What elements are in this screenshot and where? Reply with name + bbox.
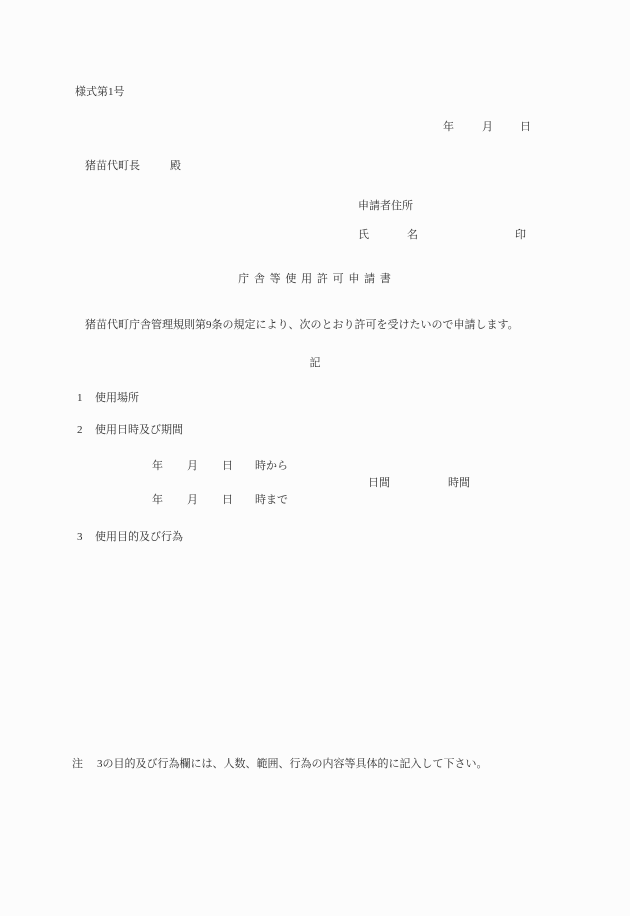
period-start-time-label: 時から (255, 460, 288, 472)
item-3-number: 3 (77, 531, 83, 543)
period-start-day-label: 日 (222, 460, 233, 472)
period-end-month-label: 月 (187, 494, 198, 506)
header-date-day-label: 日 (520, 121, 531, 133)
note-prefix: 注 (72, 758, 83, 770)
intro-paragraph: 猪苗代町庁舎管理規則第9条の規定により、次のとおり許可を受けたいので申請します。 (85, 319, 519, 331)
applicant-name-label-left: 氏 (358, 229, 369, 241)
period-end-year-label: 年 (152, 494, 163, 506)
item-1-number: 1 (77, 392, 83, 404)
period-end-day-label: 日 (222, 494, 233, 506)
applicant-name-label-right: 名 (407, 229, 418, 241)
item-2-label-usage-period: 使用日時及び期間 (95, 424, 183, 436)
item-1-label-place-of-use: 使用場所 (95, 392, 139, 404)
period-duration-days-label: 日間 (368, 477, 390, 489)
addressee-title: 猪苗代町長 (85, 160, 140, 172)
item-3-label-purpose: 使用目的及び行為 (95, 531, 183, 543)
header-date-year-label: 年 (443, 121, 454, 133)
item-2-number: 2 (77, 424, 83, 436)
document-title: 庁 舎 等 使 用 許 可 申 請 書 (238, 273, 392, 285)
period-end-time-label: 時まで (255, 494, 288, 506)
record-heading: 記 (309, 357, 321, 369)
note-text: 3の目的及び行為欄には、人数、範囲、行為の内容等具体的に記入して下さい。 (97, 758, 488, 770)
period-start-year-label: 年 (152, 460, 163, 472)
period-start-month-label: 月 (187, 460, 198, 472)
period-duration-hours-label: 時間 (448, 477, 470, 489)
applicant-seal-label: 印 (515, 229, 526, 241)
addressee-honorific: 殿 (170, 160, 181, 172)
applicant-address-label: 申請者住所 (358, 200, 413, 212)
header-date-month-label: 月 (482, 121, 493, 133)
form-number: 様式第1号 (75, 86, 125, 98)
